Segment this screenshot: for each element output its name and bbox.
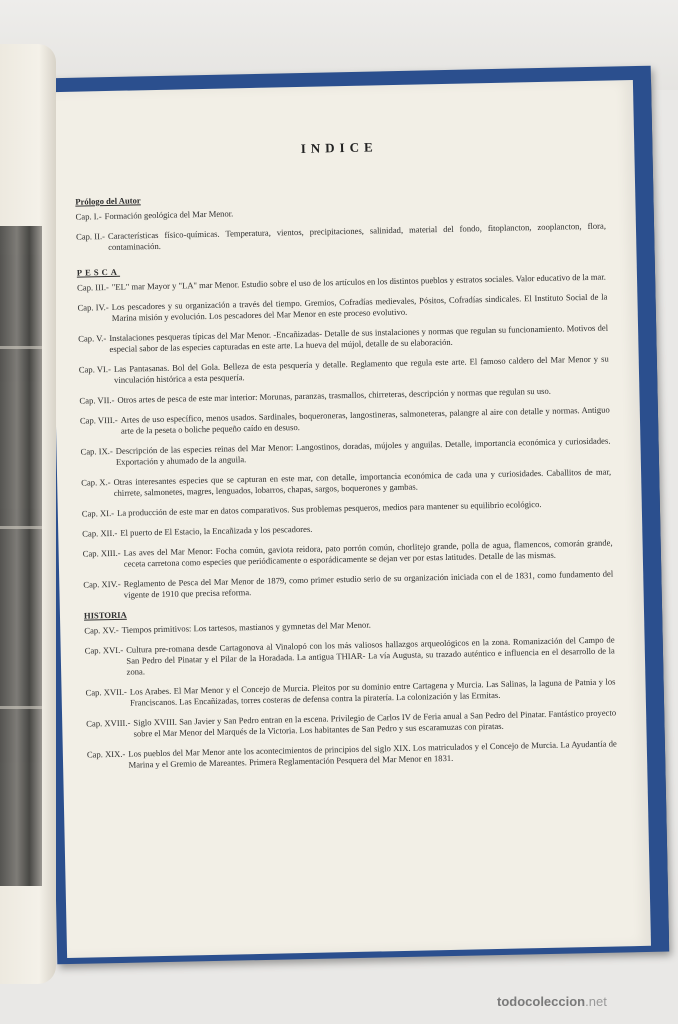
left-page: [0, 44, 56, 984]
chapter-description: Los Arabes. El Mar Menor y el Concejo de Murcia. Pleitos por su dominio entre Cartagena y Murcia. Las Salinas, la laguna de Patnia y los Franciscanos. Las Encañizadas, torres costeras de defensa contra la piratería. La colonización y las Ermitas.: [129, 676, 616, 708]
index-entry: [78, 323, 608, 356]
chapter-number: Cap. X.-: [81, 477, 111, 488]
chapter-number: Cap. XV.-: [84, 624, 119, 636]
index-entry: [85, 676, 615, 709]
chapter-number: Cap. IX.-: [80, 445, 113, 457]
photo-stripe: [0, 706, 42, 709]
index-content: [74, 137, 617, 781]
chapter-description: La producción de este mar en datos comparativos. Sus problemas pesqueros, medios para mantener su equilibrio ecológico.: [116, 498, 542, 518]
prologue-heading: Prólogo del Autor: [75, 195, 141, 207]
chapter-description: Los pescadores y su organización a través del tiempo. Gremios, Cofradías medievales, Pósitos, Cofradías sindicales. El Instituto Social de la Marina misión y evolución. Los pescadores del Mar Menor en este proceso evolutivo.: [111, 291, 608, 323]
index-page: [49, 80, 651, 958]
chapter-description: Siglo XVIII. San Javier y San Pedro entran en la escena. Privilegio de Carlos IV de Feria anual a San Pedro del Pinatar. Fantástico proyecto sobre el Mar Menor del Marqués de la Victoria. Los habitantes de San Pedro y sus escaramuzas con piratas.: [133, 707, 617, 739]
chapter-description: Las Pantasanas. Bol del Gola. Belleza de esta pesquería y detalle. Reglamento que regula este arte. El famoso caldero del Mar Menor y su vinculación histórica a esta pesquería.: [113, 353, 609, 385]
chapter-number: Cap. VII.-: [79, 394, 115, 406]
chapter-description: Artes de uso específico, menos usados. Sardinales, boqueroneras, langostineras, salmoneteras, palangre al aire con detalle y normas. Antiguo arte de la peseta o boliche pequeño caído en desuso.: [120, 404, 610, 436]
index-entry: [76, 221, 606, 254]
chapter-number: Cap. XVIII.-: [86, 717, 131, 729]
index-entry: [82, 518, 612, 540]
chapter-description: Formación geológica del Mar Menor.: [104, 208, 234, 222]
photo-stripe: [0, 346, 42, 349]
left-page-photo: [0, 226, 42, 886]
chapter-number: Cap. II.-: [75, 231, 106, 242]
chapter-number: Cap. I.-: [75, 211, 102, 222]
chapter-number: Cap. XVII.-: [85, 686, 127, 698]
index-entry: [80, 405, 610, 438]
index-entry: [87, 738, 617, 771]
chapter-description: Tiempos primitivos: Los tartesos, mastianos y gymnetas del Mar Menor.: [121, 619, 371, 635]
chapter-number: Cap. VIII.-: [79, 414, 118, 426]
watermark-suffix: .net: [585, 994, 607, 1009]
index-entry: [79, 385, 609, 407]
index-entry: [85, 634, 616, 678]
index-entry: [83, 569, 613, 602]
chapter-number: Cap. XIX.-: [86, 748, 126, 760]
chapter-description: Instalaciones pesqueras típicas del Mar Menor. -Encañizadas- Detalle de sus instalaciones y normas que regulan su funcionamiento. Motivos del especial sabor de las especies capturadas en este arte. La hueva del mújol, detalle de su elaboración.: [109, 322, 609, 354]
index-entry: [82, 498, 612, 520]
index-entry: [80, 436, 610, 469]
photo-stripe: [0, 526, 42, 529]
section-heading: HISTORIA: [83, 609, 127, 621]
watermark-brand: todocoleccion: [497, 994, 586, 1009]
chapter-number: Cap. XVI.-: [84, 644, 124, 656]
chapter-number: Cap. XI.-: [81, 507, 115, 519]
index-entry: [81, 467, 611, 500]
page-title: INDICE: [300, 139, 378, 156]
chapter-number: Cap. XIII.-: [82, 547, 121, 559]
chapter-description: Descripción de las especies reinas del Mar Menor: Langostinos, doradas, mújoles y anguilas. Detalle, importancia económica y curiosidades. Exportación y ahumado de la anguila.: [115, 435, 611, 467]
index-entry: [83, 538, 613, 571]
chapter-number: Cap. III.-: [76, 282, 109, 293]
chapter-description: Las aves del Mar Menor: Focha común, gaviota reidora, pato porrón común, chorlitejo grande, polla de agua, flamencos, comorán grande, ceceta carretona como especies que periódicamente o esporádicamente se dejan ver por estas latitudes. Detalle de las mismas.: [123, 537, 613, 569]
chapter-number: Cap. VI.-: [78, 363, 111, 375]
section-heading: PESCA: [76, 266, 121, 278]
chapter-description: Características físico-químicas. Temperatura, vientos, precipitaciones, salinidad, material del fondo, fitoplancton, zooplancton, flora, contaminación.: [107, 220, 607, 253]
index-sections: [76, 201, 618, 772]
index-entry: [77, 292, 607, 325]
chapter-number: Cap. IV.-: [77, 302, 109, 313]
chapter-description: Cultura pre-romana desde Cartagonova al Vinalopó con los más valiosos hallazgos arqueológicos en la zona. Romanización del Campo de San Pedro del Pinatar y el Pilar de la Horadada. La antigua THIAR- La vía Augusta, su trazado auténtico e influencia en el desarrollo de la zona.: [126, 634, 615, 677]
chapter-description: Reglamento de Pesca del Mar Menor de 1879, como primer estudio serio de su organización iniciada con el de 1831, como fundamento del vigente de 1910 que precisa reforma.: [123, 568, 614, 600]
watermark: [497, 994, 607, 1009]
chapter-description: Otras interesantes especies que se capturan en este mar, con detalle, importancia económica de cada una y curiosidades. Caballitos de mar, chirrete, salmonetes, magres, lenguados, lobarros, chapas, sargos, boquerones y gambas.: [113, 466, 612, 498]
chapter-number: Cap. V.-: [78, 333, 107, 344]
chapter-description: El puerto de El Estacio, la Encañizada y los pescadores.: [120, 523, 313, 538]
chapter-description: "EL" mar Mayor y "LA" mar Menor. Estudio sobre el uso de los artículos en los distintos pueblos y estratos sociales. Valor educativo de la mar.: [111, 271, 606, 292]
chapter-description: Los pueblos del Mar Menor ante los acontecimientos de principios del siglo XIX. Los matriculados y el Concejo de Murcia. La Ayudantía de Marina y el Gremio de Mareantes. Primera Reglamentación Pesquera del Mar Menor en 1831.: [128, 738, 617, 770]
index-entry: [86, 707, 616, 740]
chapter-number: Cap. XII.-: [82, 527, 118, 539]
index-entry: [79, 354, 609, 387]
chapter-number: Cap. XIV.-: [83, 578, 121, 590]
chapter-description: Otros artes de pesca de este mar interior: Morunas, paranzas, trasmallos, chirreteras, descripción y normas que regulan su uso.: [117, 385, 552, 405]
